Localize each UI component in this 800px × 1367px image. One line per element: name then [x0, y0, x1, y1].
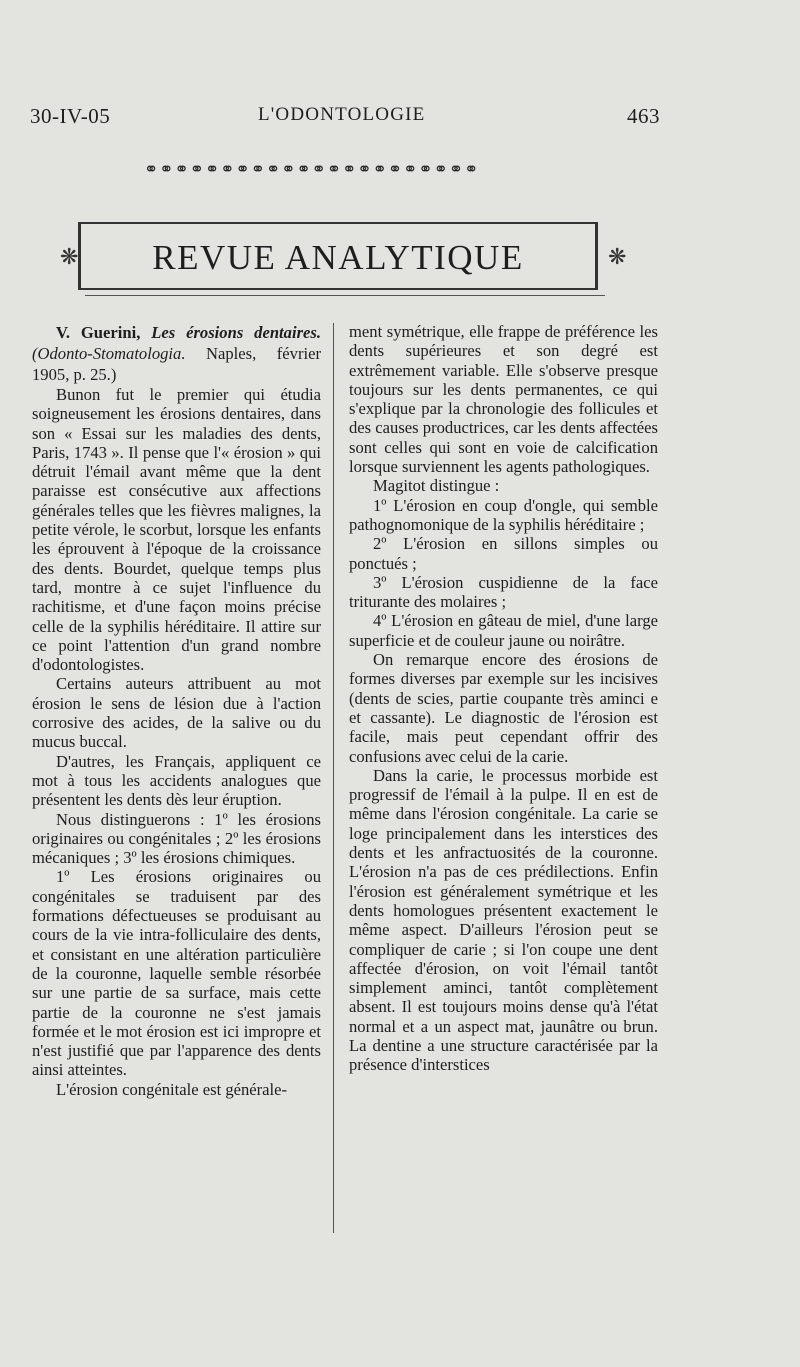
list-item: 2º L'érosion en sillons simples ou ponctués ; — [349, 534, 658, 573]
reference-details: Naples, février 1905, p. 25.) — [32, 344, 321, 384]
right-flourish-icon: ❋ — [608, 244, 627, 269]
paragraph: D'autres, les Français, appliquent ce mot à tous les accidents analogues que présentent les dents dès leur éruption. — [32, 751, 321, 810]
paragraph: Certains auteurs attribuent au mot érosion le sens de lésion due à l'action corrosive des acides, de la salive ou du mucus buccal. — [32, 674, 321, 752]
paragraph: Magitot distingue : — [373, 476, 500, 496]
ornament-band: ⚭⚭⚭⚭⚭⚭⚭⚭⚭⚭⚭⚭⚭⚭⚭⚭⚭⚭⚭⚭⚭⚭ — [144, 160, 480, 179]
issue-date: 30-IV-05 — [30, 104, 111, 128]
page-number: 463 — [627, 104, 660, 128]
section-header — [60, 222, 650, 300]
reference-title: Les érosions dentaires. — [151, 323, 321, 342]
title-frame — [78, 222, 598, 290]
column-divider — [333, 323, 334, 1233]
left-column — [32, 322, 321, 1099]
journal-title: L'ODONTOLOGIE — [258, 104, 426, 125]
paragraph: Bunon fut le premier qui étudia soigneusement les érosions dentaires, dans son « Essai sur les maladies des dents, Paris, 1743 ». Il pense que l'« érosion » qui détruit l'émail avant même que la dent paraisse est consécutive aux affections générales telles que les fièvres malignes, la petite vérole, le scorbut, lorsque les enfants les éprouvent à l'époque de la croissance des dents. Bourdet, quelque temps plus tard, montre à ce sujet l'influence du rachitisme, et d'une façon moins précise celle de la syphilis héréditaire. Il attire sur ce point l'attention d'un grand nombre d'odontologistes. — [32, 385, 321, 675]
list-item: 3º L'érosion cuspidienne de la face triturante des molaires ; — [349, 572, 658, 612]
running-head — [30, 104, 660, 138]
reference-source: (Odonto-Stomatologia. — [32, 344, 186, 363]
paragraph: Nous distinguerons : 1º les érosions originaires ou congénitales ; 2º les érosions mécaniques ; 3º les érosions chimiques. — [32, 809, 321, 868]
right-column — [349, 322, 658, 1075]
article-reference — [32, 322, 321, 385]
paragraph: On remarque encore des érosions de formes diverses par exemple sur les incisives (dents de scies, partie coupante très aminci e et cassante). Le diagnostic de l'érosion est facile, mais peut cependant offrir des confusions avec celui de la carie. — [349, 650, 658, 766]
paragraph: 1º Les érosions originaires ou congénitales se traduisent par des formations défectueuses se produisant au cours de la vie intra-folliculaire des dents, et consistant en une altération particulière de la couronne, laquelle semble résorbée sur une partie de sa surface, mais cette partie de la couronne ne s'est jamais formée et le mot érosion est ici impropre et n'est justifié que par l'apparence des dents ainsi atteintes. — [32, 867, 321, 1080]
left-flourish-icon: ❋ — [60, 244, 79, 269]
paragraph: Dans la carie, le processus morbide est progressif de l'émail à la pulpe. Il en est de même dans l'érosion congénitale. La carie se loge principalement dans les interstices des dents et les anfractuosités de la couronne. L'érosion n'a pas de ces prédilections. Enfin l'érosion est généralement symétrique et les dents homologues présentent exactement le même aspect. D'ailleurs l'érosion peut se compliquer de carie ; si l'on coupe une dent affectée d'érosion, on voit l'émail tantôt simplement aminci, tantôt complètement absent. Il est toujours moins dense qu'à l'état normal et a un aspect mat, jaunâtre ou brun. La dentine a une structure caractérisée par la présence d'interstices — [349, 765, 658, 1075]
list-item: 1º L'érosion en coup d'ongle, qui semble pathognomonique de la syphilis héréditaire ; — [349, 495, 658, 534]
list-item: 4º L'érosion en gâteau de miel, d'une large superficie et de couleur jaune ou noirâtre. — [349, 611, 658, 650]
paragraph: ment symétrique, elle frappe de préférence les dents supérieures et son degré est extrêmement variable. Elle s'observe presque toujours sur les dents permanentes, ce qui s'explique par la chronologie des follicules et des causes productrices, car les dents affectées sont celles qui sont en voie de calcification lorsque surviennent les agents pathologiques. — [349, 322, 658, 477]
reference-author: V. Guerini, — [56, 323, 141, 342]
section-title: REVUE ANALYTIQUE — [152, 238, 524, 277]
paragraph: L'érosion congénitale est générale- — [56, 1079, 288, 1099]
